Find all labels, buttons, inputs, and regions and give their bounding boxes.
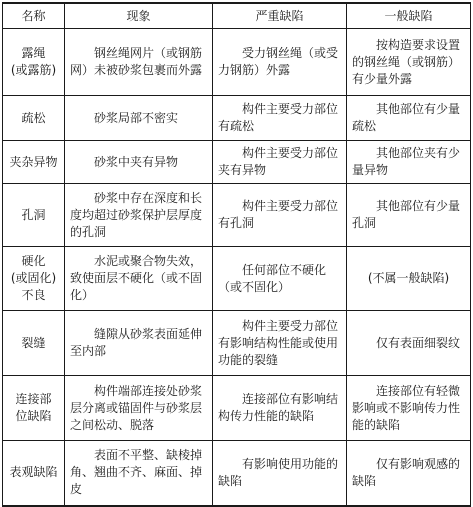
row-name: 疏松: [3, 96, 65, 141]
table-row: [3, 29, 471, 96]
row-serious: 构件主要受力部位有孔洞: [213, 184, 347, 247]
row-general: 其他部位夹有少量异物: [347, 141, 471, 184]
row-general: 其他部位有少量疏松: [347, 96, 471, 141]
header-serious-defect: 严重缺陷: [213, 3, 347, 29]
table-row: [3, 311, 471, 376]
row-name: 硬化 (或固化) 不良: [3, 247, 65, 311]
row-phenomenon: 表面不平整、缺棱掉角、翘曲不齐、麻面、掉皮: [65, 441, 213, 506]
row-general: (不属一般缺陷): [347, 247, 471, 311]
row-name: 孔洞: [3, 184, 65, 247]
row-general: 仅有影响观感的缺陷: [347, 441, 471, 506]
defect-table-container: [2, 2, 470, 504]
row-general: 仅有表面细裂纹: [347, 311, 471, 376]
row-phenomenon: 砂浆局部不密实: [65, 96, 213, 141]
row-serious: 有影响使用功能的缺陷: [213, 441, 347, 506]
row-phenomenon: 砂浆中夹有异物: [65, 141, 213, 184]
table-row: [3, 96, 471, 141]
row-name: 露绳 (或露筋): [3, 29, 65, 96]
table-row: [3, 441, 471, 506]
row-name: 表观缺陷: [3, 441, 65, 506]
row-serious: 受力钢丝绳（或受力钢筋）外露: [213, 29, 347, 96]
row-general: 其他部位有少量孔洞: [347, 184, 471, 247]
header-name: 名称: [3, 3, 65, 29]
row-phenomenon: 钢丝绳网片（或钢筋网）未被砂浆包裹而外露: [65, 29, 213, 96]
defect-table: [2, 2, 471, 507]
table-row: [3, 141, 471, 184]
row-name: 夹杂异物: [3, 141, 65, 184]
row-phenomenon: 缝隙从砂浆表面延伸至内部: [65, 311, 213, 376]
row-serious: 连接部位有影响结构传力性能的缺陷: [213, 376, 347, 441]
row-phenomenon: 构件端部连接处砂浆层分离或锚固件与砂浆层之间松动、脱落: [65, 376, 213, 441]
table-header-row: [3, 3, 471, 29]
row-serious: 任何部位不硬化（或不固化）: [213, 247, 347, 311]
row-name: 裂缝: [3, 311, 65, 376]
row-phenomenon: 水泥或聚合物失效，致使面层不硬化（或不固化）: [65, 247, 213, 311]
table-row: [3, 376, 471, 441]
row-serious: 构件主要受力部位有影响结构性能或使用功能的裂缝: [213, 311, 347, 376]
row-general: 连接部位有轻微影响或不影响传力性能的缺陷: [347, 376, 471, 441]
row-serious: 构件主要受力部位有疏松: [213, 96, 347, 141]
table-row: [3, 184, 471, 247]
row-serious: 构件主要受力部位夹有异物: [213, 141, 347, 184]
row-name: 连接部 位缺陷: [3, 376, 65, 441]
header-phenomenon: 现象: [65, 3, 213, 29]
header-general-defect: 一般缺陷: [347, 3, 471, 29]
table-row: [3, 247, 471, 311]
row-phenomenon: 砂浆中存在深度和长度均超过砂浆保护层厚度的孔洞: [65, 184, 213, 247]
row-general: 按构造要求设置的钢丝绳（或钢筋）有少量外露: [347, 29, 471, 96]
